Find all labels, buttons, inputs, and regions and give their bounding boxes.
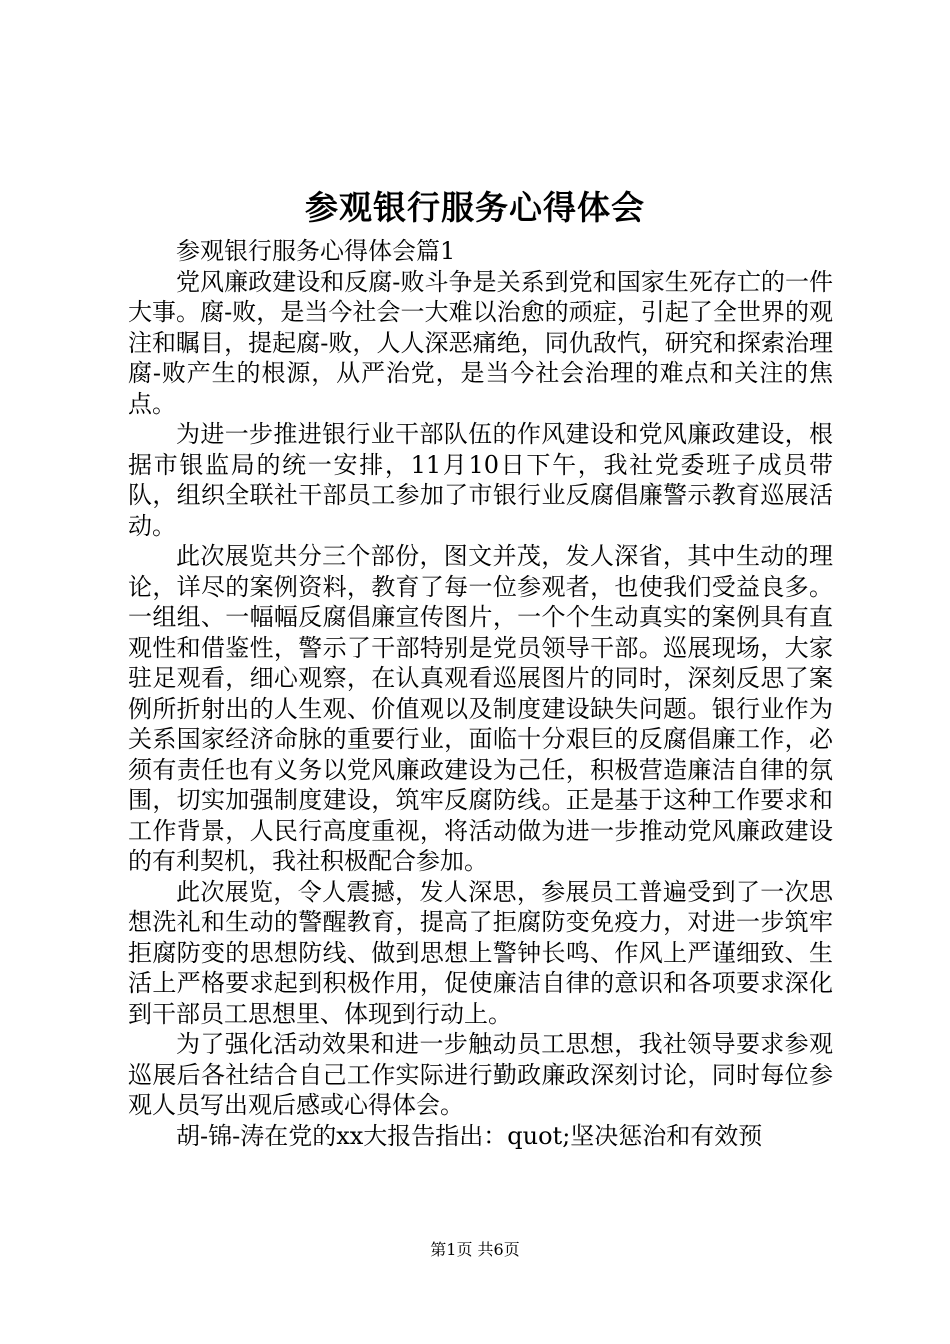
document-body (128, 236, 833, 1151)
paragraph: 为了强化活动效果和进一步触动员工思想，我社领导要求参观巡展后各社结合自己工作实际进行勤政廉政深刻讨论，同时每位参观人员写出观后感或心得体会。 (128, 1030, 833, 1119)
document-subtitle: 参观银行服务心得体会篇1 (176, 237, 456, 265)
document-title: 参观银行服务心得体会 (305, 188, 645, 227)
paragraph: 此次展览，令人震撼，发人深思，参展员工普遍受到了一次思想洗礼和生动的警醒教育，提高了拒腐防变免疫力，对进一步筑牢拒腐防变的思想防线、做到思想上警钟长鸣、作风上严谨细致、生活上严格要求起到积极作用，促使廉洁自律的意识和各项要求深化到干部员工思想里、体现到行动上。 (128, 877, 833, 1028)
paragraph: 为进一步推进银行业干部队伍的作风建设和党风廉政建设，根据市银监局的统一安排，11月10日下午，我社党委班子成员带队，组织全联社干部员工参加了市银行业反腐倡廉警示教育巡展活动。 (128, 420, 833, 540)
paragraph: 胡-锦-涛在党的xx大报告指出：quot;坚决惩治和有效预 (176, 1121, 763, 1150)
page-number-footer: 第1页 共6页 (430, 1240, 520, 1259)
paragraph: 党风廉政建设和反腐-败斗争是关系到党和国家生死存亡的一件大事。腐-败，是当今社会一大难以治愈的顽症，引起了全世界的观注和瞩目，提起腐-败，人人深恶痛绝，同仇敌忾，研究和探索治理腐-败产生的根源，从严治党，是当今社会治理的难点和关注的焦点。 (128, 267, 833, 418)
paragraph: 此次展览共分三个部份，图文并茂，发人深省，其中生动的理论，详尽的案例资料，教育了每一位参观者，也使我们受益良多。一组组、一幅幅反腐倡廉宣传图片，一个个生动真实的案例具有直观性和借鉴性，警示了干部特别是党员领导干部。巡展现场，大家驻足观看，细心观察，在认真观看巡展图片的同时，深刻反思了案例所折射出的人生观、价值观以及制度建设缺失问题。银行业作为关系国家经济命脉的重要行业，面临十分艰巨的反腐倡廉工作，必须有责任也有义务以党风廉政建设为己任，积极营造廉洁自律的氛围，切实加强制度建设，筑牢反腐防线。正是基于这种工作要求和工作背景，人民行高度重视，将活动做为进一步推动党风廉政建设的有利契机，我社积极配合参加。 (128, 542, 833, 875)
